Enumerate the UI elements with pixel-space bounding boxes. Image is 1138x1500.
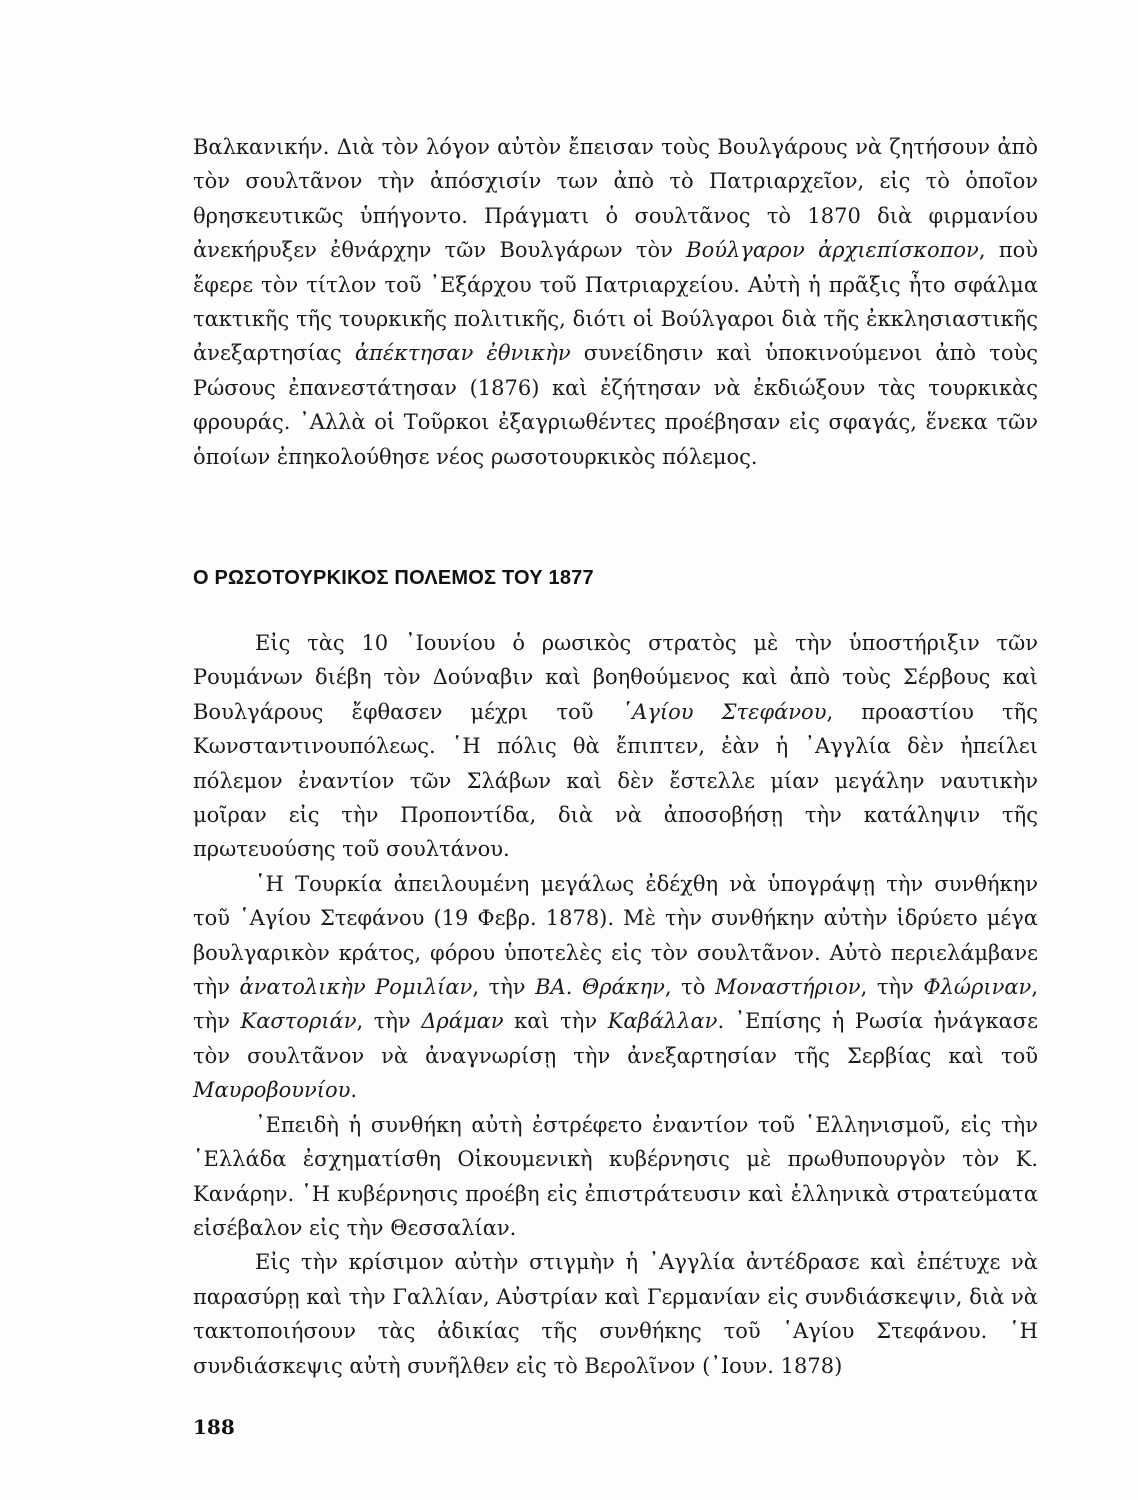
italic-run: Δράμαν — [421, 1009, 504, 1034]
text-run: Βαλκανικήν. Διὰ τὸν λόγον αὐτὸν ἔπεισαν τοὺς Βουλγάρους νὰ ζητήσουν ἀπὸ τὸν σουλτᾶνον τὴν ἀπόσχισίν των ἀπὸ τὸ Πατριαρχεῖον, εἰς τὸ ὁποῖον θρησκευτικῶς ὑπήγοντο. Πράγματι ὁ σουλτᾶνος τὸ 1870 διὰ φιρμανίου ἀνεκήρυξεν ἐθνάρχην τῶν Βουλγάρων τὸν — [193, 135, 1038, 263]
italic-run: ΒΑ. Θράκην — [535, 975, 665, 1000]
text-run: , τὴν — [472, 975, 536, 1000]
section-body — [193, 626, 1038, 1383]
paragraph-2 — [193, 867, 1038, 1108]
text-run: , τὴν — [193, 975, 1038, 1034]
text-run: . — [350, 1078, 358, 1103]
text-run: συνείδησιν καὶ ὑποκινούμενοι ἀπὸ τοὺς Ρώσους ἐπανεστάτησαν (1876) καὶ ἐζήτησαν νὰ ἐκδιώξουν τὰς τουρκικὰς φρουράς. ᾿Αλλὰ οἱ Τοῦρκοι ἐξαγριωθέντες προέβησαν εἰς σφαγάς, ἕνεκα τῶν ὁποίων ἐπηκολούθησε νέος ρωσοτουρκικὸς πόλεμος. — [193, 341, 1039, 469]
paragraph-4: Εἰς τὴν κρίσιμον αὐτὴν στιγμὴν ἡ ᾿Αγγλία ἀντέδρασε καὶ ἐπέτυχε νὰ παρασύρῃ καὶ τὴν Γαλλίαν, Αὐστρίαν καὶ Γερμανίαν εἰς συνδιάσκεψιν, διὰ νὰ τακτοποιήσουν τὰς ἀδικίας τῆς συνθήκης τοῦ ῾Αγίου Στεφάνου. ῾Η συνδιάσκεψις αὐτὴ συνῆλθεν εἰς τὸ Βερολῖνον (᾿Ιουν. 1878) — [193, 1250, 1038, 1378]
text-run: , τὴν — [356, 1009, 422, 1034]
text-run: Εἰς τὰς 10 ᾿Ιουνίου ὁ ρωσικὸς στρατὸς μὲ τὴν ὑποστήριξιν τῶν Ρουμάνων διέβη τὸν Δούναβιν καὶ βοηθούμενος καὶ ἀπὸ τοὺς Σέρβους καὶ Βουλγάρους ἔφθασεν μέχρι τοῦ — [193, 631, 1038, 724]
intro-paragraph-block — [193, 130, 1038, 474]
text-run: ῾Η Τουρκία ἀπειλουμένη μεγάλως ἐδέχθη νὰ ὑπογράψῃ τὴν συνθήκην τοῦ ῾Αγίου Στεφάνου (19 Φεβρ. 1878). Μὲ τὴν συνθήκην αὐτὴν ἱδρύετο μέγα βουλγαρικὸν κράτος, φόρου ὑποτελὲς εἰς τὸν σουλτᾶνον. Αὐτὸ περιελάμβανε τὴν — [193, 871, 1038, 1000]
paragraph-intro — [193, 130, 1038, 474]
paragraph-1 — [193, 626, 1038, 867]
text-run: , τὸ — [664, 975, 715, 1000]
italic-run: ῾Αγίου Στεφάνου — [621, 699, 827, 724]
italic-run: Καβάλλαν — [607, 1009, 718, 1034]
section-heading: Ο ΡΩΣΟΤΟΥΡΚΙΚΟΣ ΠΟΛΕΜΟΣ ΤΟΥ 1877 — [193, 567, 594, 589]
paragraph-3: ᾿Επειδὴ ἡ συνθήκη αὐτὴ ἐστρέφετο ἐναντίον τοῦ ῾Ελληνισμοῦ, εἰς τὴν ῾Ελλάδα ἐσχηματίσθη Οἰκουμενικὴ κυβέρνησις μὲ πρωθυπουργὸν τὸν Κ. Κανάρην. ῾Η κυβέρνησις προέβη εἰς ἐπιστράτευσιν καὶ ἑλληνικὰ στρατεύματα εἰσέβαλον εἰς τὴν Θεσσαλίαν. — [193, 1112, 1038, 1240]
italic-run: Βούλγαρον ἀρχιεπίσκοπον — [686, 238, 979, 263]
text-run: , προαστίου τῆς Κωνσταντινουπόλεως. ῾Η πόλις θὰ ἔπιπτεν, ἐὰν ἡ ᾿Αγγλία δὲν ἠπείλει πόλεμον ἐναντίον τῶν Σλάβων καὶ δὲν ἔστελλε μίαν μεγάλην ναυτικὴν μοῖραν εἰς τὴν Προποντίδα, διὰ νὰ ἀποσοβήσῃ τὴν κατάληψιν τῆς πρωτευούσης τοῦ σουλτάνου. — [193, 699, 1038, 862]
italic-run: Μαυροβουνίου — [193, 1078, 351, 1103]
italic-run: ἀπέκτησαν ἐθνικὴν — [354, 341, 571, 366]
text-run: , ποὺ ἔφερε τὸν τίτλον τοῦ ᾿Εξάρχου τοῦ Πατριαρχείου. Αὐτὴ ἡ πρᾶξις ἦτο σφάλμα τακτικῆς τῆς τουρκικῆς πολιτικῆς, διότι οἱ Βούλγαροι διὰ τῆς ἐκκλησιαστικῆς ἀνεξαρτησίας — [193, 238, 1038, 366]
italic-run: Μοναστήριον — [714, 975, 861, 1000]
page-number: 188 — [193, 1415, 235, 1439]
text-run: , τὴν — [860, 975, 924, 1000]
text-run: καὶ τὴν — [503, 1009, 608, 1034]
italic-run: Καστοριάν — [240, 1009, 357, 1034]
italic-run: ἀνατολικὴν Ρομιλίαν — [239, 975, 473, 1000]
text-run: . ᾿Επίσης ἡ Ρωσία ἠνάγκασε τὸν σουλτᾶνον νὰ ἀναγνωρίσῃ τὴν ἀνεξαρτησίαν τῆς Σερβίας καὶ τοῦ — [193, 1009, 1039, 1068]
italic-run: Φλώριναν — [923, 975, 1032, 1000]
